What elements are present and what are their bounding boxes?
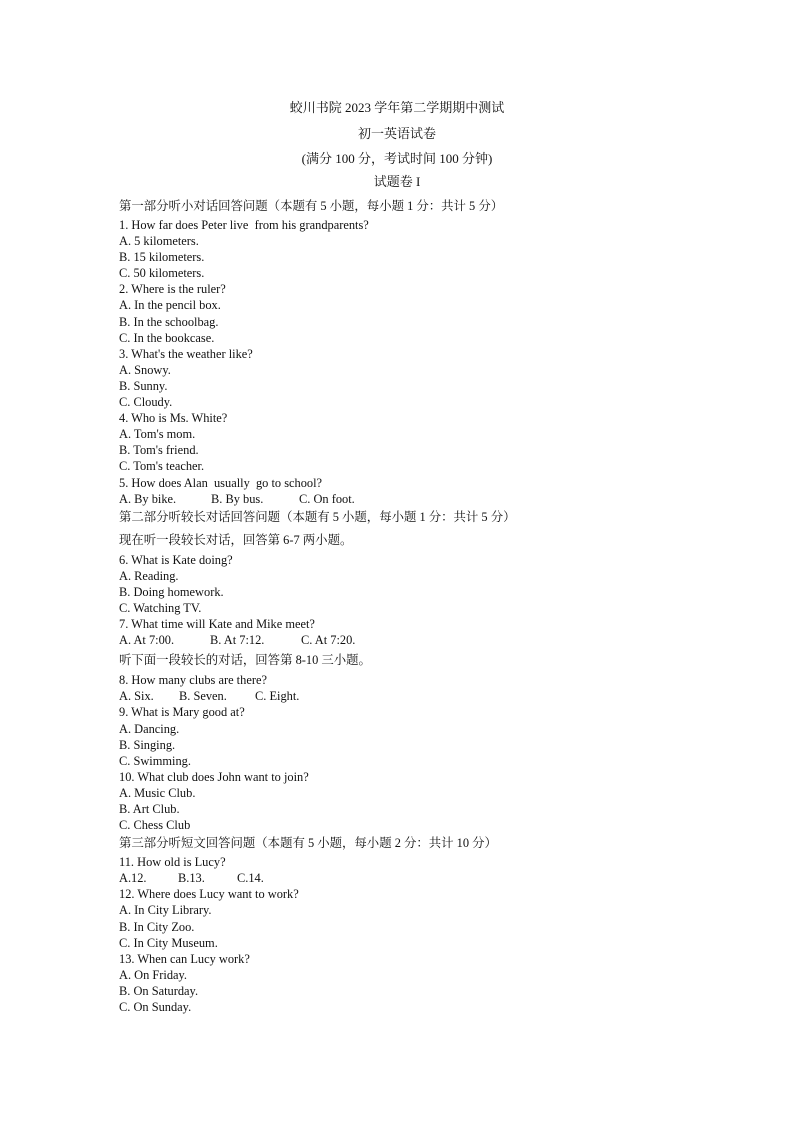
option-b: B. Tom's friend. (119, 443, 199, 458)
exam-body (119, 196, 719, 1015)
option-a: A. At 7:00. (119, 633, 175, 648)
option-a: A. 5 kilometers. (119, 234, 199, 249)
options-row (119, 491, 719, 507)
question-stem: 7. What time will Kate and Mike meet? (119, 617, 315, 632)
option-b: B. Seven. (179, 689, 227, 704)
question-stem: 2. Where is the ruler? (119, 282, 226, 297)
option-b: B. In City Zoo. (119, 919, 195, 934)
question-stem: 9. What is Mary good at? (119, 705, 245, 720)
question-stem: 3. What's the weather like? (119, 346, 253, 361)
question-stem: 5. How does Alan usually go to school? (119, 475, 323, 490)
options-row (119, 870, 719, 886)
option-b: B.13. (178, 871, 205, 886)
option-b: B. By bus. (211, 491, 264, 506)
score-time-note: (满分 100 分，考试时间 100 分钟) (301, 151, 493, 166)
options-row (119, 688, 719, 704)
part2-title: 第二部分听较长对话回答问题（本题有 5 小题，每小题 1 分：共计 5 分） (119, 509, 516, 524)
option-c: C. Tom's teacher. (119, 459, 205, 474)
option-c: C. Eight. (255, 689, 300, 704)
option-a: A. Music Club. (119, 785, 196, 800)
question-stem: 13. When can Lucy work? (119, 951, 250, 966)
option-c: C. On foot. (299, 491, 355, 506)
option-a: A. On Friday. (119, 967, 188, 982)
option-b: B. Singing. (119, 737, 176, 752)
option-a: A. Dancing. (119, 721, 180, 736)
option-b: B. Doing homework. (119, 584, 224, 599)
option-a: A. Tom's mom. (119, 427, 196, 442)
question-stem: 12. Where does Lucy want to work? (119, 887, 299, 902)
option-c: C. Watching TV. (119, 600, 202, 615)
part1-title: 第一部分听小对话回答问题（本题有 5 小题，每小题 1 分：共计 5 分） (119, 199, 504, 213)
option-b: B. Sunny. (119, 378, 168, 393)
option-a: A. Six. (119, 689, 154, 704)
option-b: B. In the schoolbag. (119, 314, 219, 329)
options-row (119, 632, 719, 648)
question-stem: 11. How old is Lucy? (119, 855, 226, 870)
option-a: A. Snowy. (119, 362, 171, 377)
option-c: C. In the bookcase. (119, 330, 215, 345)
part3-title: 第三部分听短文回答问题（本题有 5 小题，每小题 2 分：共计 10 分） (119, 836, 497, 851)
question-stem: 1. How far does Peter live from his grandparents? (119, 218, 369, 232)
school-title: 蛟川书院 2023 学年第二学期期中测试 (289, 100, 505, 115)
option-a: A.12. (119, 871, 147, 886)
option-a: A. In City Library. (119, 903, 212, 918)
option-c: C.14. (237, 871, 264, 886)
option-c: C. On Sunday. (119, 1000, 192, 1015)
option-b: B. At 7:12. (210, 633, 265, 648)
option-c: C. 50 kilometers. (119, 266, 205, 281)
option-b: B. Art Club. (119, 802, 180, 816)
option-c: C. Swimming. (119, 753, 191, 768)
option-b: B. On Saturday. (119, 983, 199, 998)
option-a: A. Reading. (119, 568, 179, 583)
option-a: A. In the pencil box. (119, 298, 221, 313)
volume-title: 试题卷 I (373, 174, 421, 189)
subject-title: 初一英语试卷 (357, 126, 436, 141)
question-stem: 10. What club does John want to join? (119, 769, 309, 784)
part2-instruction: 现在听一段较长对话，回答第 6-7 两小题。 (119, 532, 353, 547)
option-c: C. In City Museum. (119, 935, 218, 950)
question-stem: 6. What is Kate doing? (119, 552, 233, 567)
option-b: B. 15 kilometers. (119, 250, 205, 265)
option-c: C. At 7:20. (301, 633, 356, 648)
question-stem: 8. How many clubs are there? (119, 673, 267, 688)
option-c: C. Chess Club (119, 818, 191, 833)
part2-instruction: 听下面一段较长的对话，回答第 8-10 三小题。 (119, 653, 371, 668)
option-a: A. By bike. (119, 491, 177, 506)
question-stem: 4. Who is Ms. White? (119, 411, 228, 426)
option-c: C. Cloudy. (119, 395, 173, 410)
